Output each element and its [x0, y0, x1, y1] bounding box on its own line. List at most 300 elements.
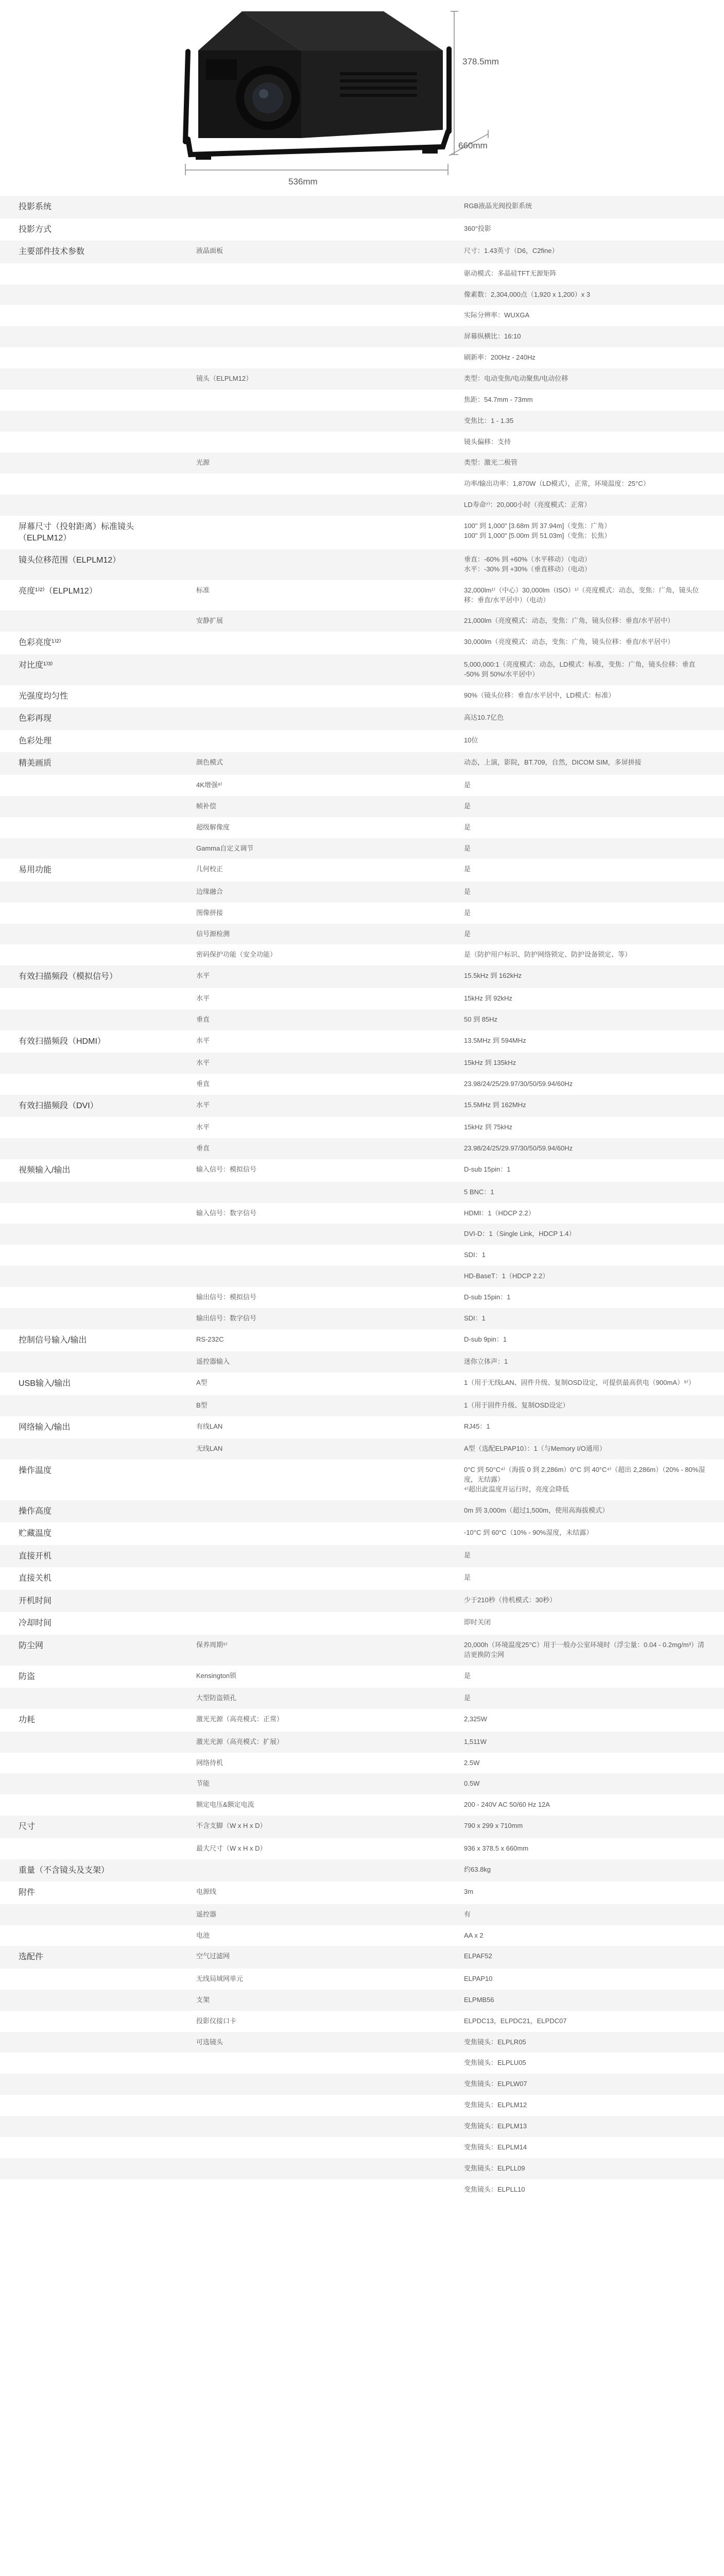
spec-row — [0, 2137, 724, 2158]
spec-subcategory: 垂直 — [196, 1144, 210, 1153]
spec-row — [0, 263, 724, 284]
spec-value: A型（选配ELPAP10）：1（与Memory I/O通用） — [464, 1445, 606, 1453]
spec-category — [0, 817, 178, 838]
spec-subcategory: Kensington锁 — [196, 1671, 237, 1680]
spec-row — [0, 1590, 724, 1613]
spec-subcategory — [178, 2179, 445, 2200]
spec-subcategory — [178, 1266, 445, 1287]
spec-subcategory — [178, 685, 445, 708]
spec-value: 200 - 240V AC 50/60 Hz 12A — [464, 1801, 550, 1809]
spec-subcategory: 水平 — [196, 1036, 210, 1044]
spec-subcategory: 大型防盗锁孔 — [196, 1694, 237, 1702]
spec-row — [0, 730, 724, 753]
projector-illustration — [0, 0, 724, 196]
spec-value: 32,000lm¹⁾（中心）30,000lm（ISO）¹⁾（亮度模式：动态，变焦：广角，镜头位移：垂直/水平居中）（电动） — [464, 586, 699, 604]
spec-value: 有 — [464, 1910, 471, 1918]
spec-subcategory: 网络待机 — [196, 1758, 223, 1767]
spec-category — [0, 1224, 178, 1245]
spec-category — [0, 1969, 178, 1990]
spec-value: 是 — [464, 802, 471, 810]
spec-subcategory: 颜色模式 — [196, 758, 223, 767]
spec-subcategory: 无线LAN — [196, 1445, 223, 1453]
spec-subcategory — [178, 473, 445, 495]
spec-value: SDI：1 — [464, 1251, 486, 1259]
spec-value: RGB液晶光阀投影系统 — [464, 202, 532, 210]
spec-subcategory — [178, 347, 445, 368]
spec-category — [0, 1053, 178, 1074]
spec-subcategory: 4K增强⁸⁾ — [196, 781, 222, 789]
spec-category — [0, 284, 178, 306]
spec-row — [0, 632, 724, 654]
spec-category — [0, 1438, 178, 1460]
spec-category — [0, 305, 178, 326]
spec-category — [0, 1688, 178, 1709]
spec-row — [0, 1138, 724, 1159]
spec-category — [0, 924, 178, 945]
spec-value: 2.5W — [464, 1758, 480, 1767]
spec-row — [0, 1859, 724, 1882]
spec-category: 操作高度 — [19, 1506, 52, 1516]
spec-subcategory — [178, 1545, 445, 1568]
spec-category: 直接关机 — [19, 1574, 52, 1583]
product-hero — [0, 0, 724, 196]
spec-row — [0, 707, 724, 730]
spec-subcategory: A型 — [196, 1379, 208, 1387]
spec-value: 功率/输出功率：1,870W（LD模式），正常，环境温度：25°C） — [464, 480, 650, 488]
spec-row — [0, 1372, 724, 1395]
spec-category: USB输入/输出 — [19, 1379, 71, 1388]
spec-row — [0, 1182, 724, 1203]
spec-row — [0, 859, 724, 882]
spec-row — [0, 654, 724, 685]
spec-subcategory: 输入信号：模拟信号 — [196, 1165, 257, 1174]
dimension-depth-label: 660mm — [458, 141, 488, 150]
spec-value: ELPAP10 — [464, 1975, 493, 1983]
spec-row — [0, 1245, 724, 1266]
spec-subcategory — [178, 1460, 445, 1500]
spec-subcategory — [178, 495, 445, 516]
spec-category — [0, 2053, 178, 2074]
spec-row — [0, 1095, 724, 1117]
spec-category — [0, 2011, 178, 2032]
spec-category — [0, 1773, 178, 1794]
spec-category: 色彩处理 — [19, 736, 52, 745]
spec-row — [0, 611, 724, 632]
spec-value: 变焦镜头：ELPLM12 — [464, 2101, 527, 2109]
spec-subcategory: 超级解像度 — [196, 823, 230, 831]
spec-row — [0, 452, 724, 473]
spec-value: LD寿命⁷⁾：20,000小时（亮度模式：正常） — [464, 501, 591, 509]
spec-subcategory: 边缘融合 — [196, 887, 223, 895]
spec-row — [0, 1438, 724, 1460]
spec-value: 高达10.7亿色 — [464, 714, 504, 722]
spec-category — [0, 944, 178, 965]
spec-category — [0, 1395, 178, 1416]
spec-value: 20,000h（环境温度25°C）用于一般办公室环境时（浮尘量：0.04 - 0.2mg/m³）清洁更换防尘网 — [464, 1641, 704, 1658]
spec-value: D-sub 15pin：1 — [464, 1293, 511, 1301]
spec-row — [0, 1882, 724, 1904]
spec-row — [0, 1794, 724, 1816]
spec-row — [0, 944, 724, 965]
spec-subcategory — [178, 632, 445, 654]
spec-row — [0, 2179, 724, 2200]
spec-value: 变焦镜头：ELPLL09 — [464, 2164, 525, 2172]
spec-category: 对比度¹⁾³⁾ — [19, 660, 53, 670]
spec-subcategory: 镜头（ELPLM12） — [196, 375, 253, 382]
spec-category: 开机时间 — [19, 1596, 52, 1605]
spec-category: 色彩再现 — [19, 714, 52, 723]
spec-category — [0, 389, 178, 411]
spec-row — [0, 1666, 724, 1688]
spec-subcategory: 安静扩展 — [196, 617, 223, 625]
spec-row — [0, 473, 724, 495]
spec-category: 有效扫描频段（HDMI） — [19, 1037, 106, 1046]
spec-row — [0, 284, 724, 306]
spec-value: 0m 到 3,000m（超过1,500m，使用高海拔模式） — [464, 1506, 609, 1514]
spec-value: 23.98/24/25/29.97/30/50/59.94/60Hz — [464, 1080, 573, 1088]
spec-row — [0, 1567, 724, 1590]
spec-category — [0, 347, 178, 368]
spec-subcategory: 节能 — [196, 1780, 210, 1788]
spec-subcategory: 空气过滤网 — [196, 1952, 230, 1960]
spec-subcategory: 遥控器 — [196, 1910, 217, 1918]
spec-row — [0, 2116, 724, 2137]
spec-subcategory — [178, 1859, 445, 1882]
spec-value: AA x 2 — [464, 1931, 484, 1939]
spec-category: 重量（不含镜头及支架） — [19, 1866, 110, 1875]
spec-category — [0, 2179, 178, 2200]
spec-subcategory: 最大尺寸（W x H x D） — [196, 1844, 267, 1852]
spec-subcategory: 标准 — [196, 586, 210, 594]
spec-value: 0°C 到 50°C⁴⁾（海拔 0 到 2,286m）0°C 到 40°C⁴⁾（超出 2,286m）（20% - 80%湿度，无结露） ⁴⁾超出此温度并运行时，亮度会降低 — [464, 1465, 705, 1493]
spec-value: 变焦镜头：ELPLL10 — [464, 2185, 525, 2193]
spec-subcategory: 水平 — [196, 994, 210, 1002]
spec-value: 21,000lm（亮度模式：动态，变焦：广角，镜头位移：垂直/水平居中） — [464, 617, 675, 625]
spec-subcategory: RS-232C — [196, 1335, 224, 1343]
spec-subcategory — [178, 2116, 445, 2137]
spec-value: 少于210秒（待机模式：30秒） — [464, 1596, 557, 1604]
spec-row — [0, 1773, 724, 1794]
spec-category: 选配件 — [19, 1953, 44, 1962]
spec-value: 类型：电动变焦/电动聚焦/电动位移 — [464, 375, 568, 382]
spec-value: ELPAF52 — [464, 1952, 492, 1960]
spec-category: 精美画质 — [19, 759, 52, 768]
spec-row — [0, 796, 724, 817]
spec-category: 亮度¹⁾²⁾（ELPLM12） — [19, 586, 97, 596]
spec-subcategory — [178, 389, 445, 411]
spec-row — [0, 1732, 724, 1753]
spec-value: 是 — [464, 1671, 471, 1680]
spec-value: 15kHz 到 92kHz — [464, 994, 512, 1002]
spec-subcategory: 输出信号：模拟信号 — [196, 1293, 257, 1301]
spec-row — [0, 2053, 724, 2074]
spec-subcategory: 水平 — [196, 1100, 210, 1109]
spec-category: 直接开机 — [19, 1551, 52, 1561]
spec-category — [0, 432, 178, 453]
spec-subcategory: 水平 — [196, 1123, 210, 1131]
spec-row — [0, 1816, 724, 1838]
spec-category: 屏幕尺寸（投射距离）标准镜头（ELPLM12） — [19, 522, 134, 543]
spec-row — [0, 516, 724, 549]
spec-category — [0, 2116, 178, 2137]
spec-value: 23.98/24/25/29.97/30/50/59.94/60Hz — [464, 1144, 573, 1153]
spec-row — [0, 1159, 724, 1182]
spec-category — [0, 2032, 178, 2053]
spec-subcategory: 无线局域网单元 — [196, 1975, 244, 1983]
spec-category — [0, 1351, 178, 1372]
spec-subcategory — [178, 218, 445, 241]
spec-category — [0, 1732, 178, 1753]
spec-row — [0, 218, 724, 241]
spec-value: 变焦镜头：ELPLM13 — [464, 2122, 527, 2130]
spec-category — [0, 1074, 178, 1095]
spec-value: 13.5MHz 到 594MHz — [464, 1036, 526, 1044]
spec-subcategory: 投影仪接口卡 — [196, 2016, 237, 2025]
spec-row — [0, 685, 724, 708]
spec-row — [0, 1925, 724, 1946]
spec-category — [0, 838, 178, 859]
spec-subcategory — [178, 1182, 445, 1203]
spec-category — [0, 988, 178, 1009]
spec-subcategory — [178, 1612, 445, 1635]
spec-row — [0, 1117, 724, 1138]
spec-subcategory — [178, 2158, 445, 2179]
spec-category: 有效扫描频段（模拟信号） — [19, 972, 118, 981]
spec-subcategory — [178, 1590, 445, 1613]
spec-category: 防盗 — [19, 1672, 36, 1681]
spec-row — [0, 924, 724, 945]
spec-row — [0, 326, 724, 347]
spec-category — [0, 1838, 178, 1859]
spec-category: 视频输入/输出 — [19, 1166, 71, 1175]
spec-category — [0, 1753, 178, 1774]
spec-subcategory — [178, 2053, 445, 2074]
spec-row — [0, 1946, 724, 1969]
spec-row — [0, 838, 724, 859]
spec-subcategory: B型 — [196, 1401, 208, 1409]
spec-value: 790 x 299 x 710mm — [464, 1822, 523, 1830]
spec-subcategory — [178, 2137, 445, 2158]
spec-value: 变焦镜头：ELPLM14 — [464, 2143, 527, 2151]
spec-subcategory: 有线LAN — [196, 1422, 223, 1430]
spec-value: 是 — [464, 823, 471, 831]
spec-subcategory — [178, 2095, 445, 2116]
spec-subcategory: 液晶面板 — [196, 247, 223, 255]
spec-subcategory: 图像拼接 — [196, 908, 223, 917]
spec-subcategory — [178, 707, 445, 730]
spec-row — [0, 1545, 724, 1568]
spec-row — [0, 1709, 724, 1732]
spec-value: 360°投影 — [464, 224, 491, 232]
dimension-width-label: 536mm — [288, 177, 318, 187]
spec-row — [0, 389, 724, 411]
spec-value: ELPMB56 — [464, 1995, 494, 2004]
spec-category: 有效扫描频段（DVI） — [19, 1101, 98, 1110]
spec-value: 垂直：-60% 到 +60%（水平移动）（电动） 水平：-30% 到 +30%（垂直移动）（电动） — [464, 555, 591, 573]
spec-row — [0, 1635, 724, 1666]
spec-subcategory — [178, 516, 445, 549]
spec-value: 是 — [464, 1694, 471, 1702]
spec-table — [0, 196, 724, 2200]
spec-category: 色彩亮度¹⁾²⁾ — [19, 638, 61, 648]
spec-category — [0, 473, 178, 495]
spec-row — [0, 2095, 724, 2116]
spec-row — [0, 1030, 724, 1053]
spec-row — [0, 1753, 724, 1774]
spec-row — [0, 580, 724, 611]
spec-row — [0, 752, 724, 775]
spec-row — [0, 1522, 724, 1545]
spec-row — [0, 305, 724, 326]
spec-category — [0, 452, 178, 473]
spec-subcategory — [178, 411, 445, 432]
spec-value: 3m — [464, 1888, 474, 1896]
spec-category — [0, 1925, 178, 1946]
spec-row — [0, 1416, 724, 1439]
spec-subcategory: 密码保护功能（安全功能） — [196, 951, 277, 959]
spec-category — [0, 775, 178, 796]
spec-category — [0, 1308, 178, 1329]
spec-value: 5,000,000:1（亮度模式：动态，LD模式：标准，变焦：广角，镜头位移：垂直 -50% 到 50%/水平居中） — [464, 660, 696, 678]
spec-category — [0, 1203, 178, 1224]
spec-row — [0, 2032, 724, 2053]
spec-row — [0, 1009, 724, 1030]
spec-row — [0, 1395, 724, 1416]
spec-category: 主要部件技术参数 — [19, 247, 85, 257]
spec-subcategory — [178, 1224, 445, 1245]
spec-row — [0, 1904, 724, 1925]
dimension-height-label: 378.5mm — [462, 57, 499, 66]
spec-row — [0, 817, 724, 838]
spec-category: 控制信号输入/输出 — [19, 1335, 87, 1345]
spec-value: 100" 到 1,000" [3.68m 到 37.94m]（变焦：广角） 100" 到 1,000" [5.00m 到 51.03m]（变焦：长焦） — [464, 521, 611, 539]
spec-row — [0, 1838, 724, 1859]
spec-category: 易用功能 — [19, 866, 52, 875]
spec-value: 1（用于无线LAN、固件升级、复制OSD设定，可提供最高供电（900mA）⁹⁾） — [464, 1379, 695, 1387]
spec-value: 刷新率：200Hz - 240Hz — [464, 353, 536, 362]
spec-subcategory: 垂直 — [196, 1080, 210, 1088]
spec-value: D-sub 9pin：1 — [464, 1335, 507, 1343]
spec-value: 变焦镜头：ELPLU05 — [464, 2059, 526, 2067]
spec-value: 是 — [464, 887, 471, 895]
spec-subcategory — [178, 2074, 445, 2095]
spec-value: 2,325W — [464, 1715, 487, 1723]
spec-value: 50 到 85Hz — [464, 1015, 498, 1023]
spec-row — [0, 965, 724, 988]
spec-category — [0, 326, 178, 347]
spec-value: 即时关闭 — [464, 1618, 491, 1626]
spec-subcategory — [178, 196, 445, 218]
spec-row — [0, 1074, 724, 1095]
spec-value: DVI-D：1（Single Link，HDCP 1.4） — [464, 1230, 576, 1238]
spec-subcategory — [178, 654, 445, 685]
spec-row — [0, 1053, 724, 1074]
spec-value: 30,000lm（亮度模式：动态，变焦：广角，镜头位移：垂直/水平居中） — [464, 638, 675, 646]
spec-row — [0, 411, 724, 432]
spec-category — [0, 368, 178, 389]
spec-row — [0, 882, 724, 903]
spec-category — [0, 1904, 178, 1925]
spec-row — [0, 1351, 724, 1372]
spec-category — [0, 1138, 178, 1159]
spec-category: 防尘网 — [19, 1641, 44, 1651]
spec-category — [0, 1117, 178, 1138]
spec-category — [0, 1009, 178, 1030]
spec-subcategory: 激光光源（高亮模式：正常） — [196, 1715, 284, 1723]
spec-row — [0, 1688, 724, 1709]
spec-subcategory: 输入信号：数字信号 — [196, 1209, 257, 1217]
spec-value: 镜头偏移：支持 — [464, 437, 511, 446]
spec-value: 迷你立体声：1 — [464, 1358, 508, 1366]
spec-subcategory: 信号源检测 — [196, 929, 230, 938]
spec-row — [0, 1329, 724, 1352]
spec-row — [0, 775, 724, 796]
spec-value: 是 — [464, 865, 471, 873]
spec-subcategory — [178, 730, 445, 753]
spec-category — [0, 2074, 178, 2095]
spec-value: D-sub 15pin：1 — [464, 1165, 511, 1174]
spec-value: 是 — [464, 1573, 471, 1582]
spec-subcategory — [178, 284, 445, 306]
spec-subcategory: 输出信号：数字信号 — [196, 1314, 257, 1322]
spec-category: 投影方式 — [19, 225, 52, 234]
spec-row — [0, 1203, 724, 1224]
spec-value: 是 — [464, 908, 471, 917]
spec-value: 10位 — [464, 736, 478, 744]
spec-subcategory: 可选镜头 — [196, 2038, 223, 2046]
spec-row — [0, 903, 724, 924]
spec-subcategory — [178, 432, 445, 453]
spec-category: 网络输入/输出 — [19, 1422, 71, 1432]
spec-category — [0, 495, 178, 516]
spec-value: 像素数：2,304,000点（1,920 x 1,200）x 3 — [464, 290, 590, 298]
spec-value: 驱动模式：多晶硅TFT无源矩阵 — [464, 269, 557, 277]
spec-category — [0, 903, 178, 924]
spec-row — [0, 1500, 724, 1523]
spec-value: 是 — [464, 929, 471, 938]
spec-category — [0, 411, 178, 432]
spec-row — [0, 1266, 724, 1287]
spec-value: 15.5MHz 到 162MHz — [464, 1100, 526, 1109]
spec-category: 操作温度 — [19, 1466, 52, 1475]
spec-value: 屏幕纵横比：16:10 — [464, 332, 521, 341]
spec-value: 0.5W — [464, 1780, 480, 1788]
spec-value: 15.5kHz 到 162kHz — [464, 972, 522, 980]
spec-row — [0, 432, 724, 453]
spec-subcategory: 额定电压&额定电流 — [196, 1801, 254, 1809]
spec-row — [0, 368, 724, 389]
spec-value: 是 — [464, 844, 471, 852]
spec-category — [0, 611, 178, 632]
spec-category: 光强度均匀性 — [19, 691, 68, 701]
spec-category: 投影系统 — [19, 202, 52, 211]
spec-category — [0, 1794, 178, 1816]
spec-subcategory: 保养周期⁵⁾ — [196, 1641, 228, 1649]
spec-subcategory — [178, 305, 445, 326]
spec-row — [0, 1224, 724, 1245]
spec-row — [0, 1990, 724, 2011]
spec-category — [0, 1266, 178, 1287]
spec-subcategory: 帧补偿 — [196, 802, 217, 810]
spec-category — [0, 2137, 178, 2158]
spec-value: 变焦比：1 - 1.35 — [464, 416, 514, 425]
spec-subcategory — [178, 1567, 445, 1590]
spec-row — [0, 347, 724, 368]
spec-category — [0, 1287, 178, 1308]
spec-row — [0, 988, 724, 1009]
spec-category — [0, 2095, 178, 2116]
spec-subcategory: 电源线 — [196, 1888, 217, 1896]
